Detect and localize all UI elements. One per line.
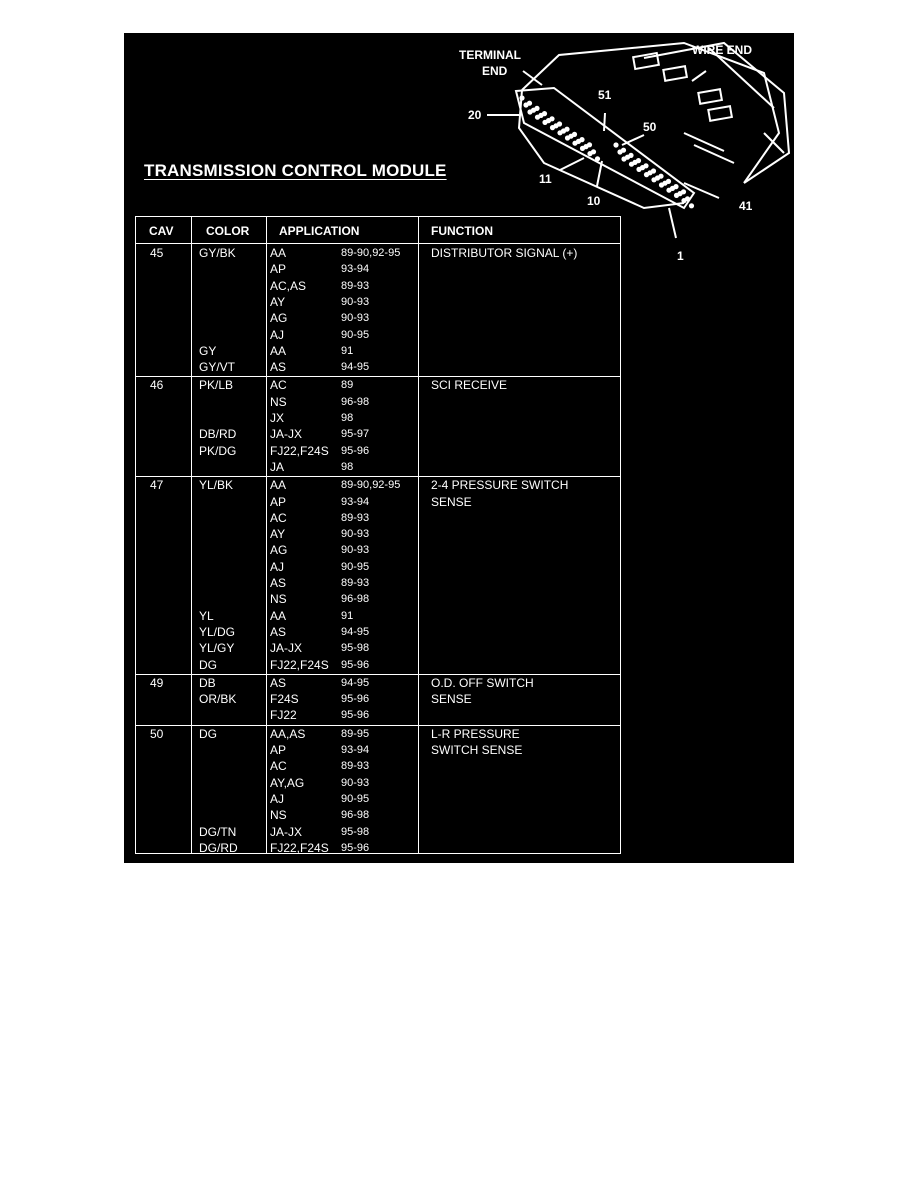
pin-dot	[659, 182, 664, 187]
application-model: AY,AG	[270, 775, 305, 790]
pin-dot	[651, 177, 656, 182]
header-color: COLOR	[206, 224, 250, 238]
document-panel	[124, 33, 794, 863]
function-text: 2-4 PRESSURE SWITCH	[431, 478, 569, 493]
cav-number: 45	[150, 246, 164, 260]
pin-dot	[595, 156, 600, 161]
application-years: 89-90,92-95	[341, 247, 401, 259]
application-years: 93-94	[341, 744, 370, 756]
application-model: AP	[270, 262, 287, 277]
cav-number: 47	[150, 478, 164, 493]
function-text: L-R PRESSURE	[431, 726, 520, 741]
application-model: AP	[270, 494, 287, 509]
cav-number: 50	[150, 726, 164, 741]
pin-dot	[572, 141, 577, 146]
pin-dot	[565, 135, 570, 140]
application-model: NS	[270, 592, 287, 607]
application-years: 94-95	[341, 676, 370, 689]
application-years: 93-94	[341, 263, 370, 276]
application-years: 98	[341, 412, 354, 424]
application-years: 95-96	[341, 444, 370, 457]
terminal-end-label-1: TERMINAL	[459, 48, 521, 62]
wire-color: DB	[199, 675, 216, 690]
application-years: 96-98	[341, 809, 370, 822]
application-model: AC,AS	[270, 278, 307, 293]
pin-51-label: 51	[598, 88, 612, 102]
pin-10-label: 10	[587, 194, 601, 208]
application-years: 90-93	[341, 528, 370, 541]
application-model: AC	[270, 378, 287, 393]
function-text: DISTRIBUTOR SIGNAL (+)	[431, 246, 578, 260]
application-years: 95-98	[341, 642, 370, 655]
application-model: AA	[270, 608, 287, 623]
function-text: SCI RECEIVE	[431, 378, 508, 393]
pin-dot	[644, 172, 649, 177]
application-years: 95-98	[341, 825, 370, 838]
application-years: 95-97	[341, 428, 370, 441]
pin-dot	[527, 109, 532, 114]
application-model: FJ22	[270, 708, 297, 723]
pin-dot	[621, 156, 626, 161]
application-model: JA	[270, 459, 285, 474]
pin-11-label: 11	[539, 172, 552, 186]
application-years: 89-93	[341, 760, 370, 773]
pin-dot	[681, 198, 686, 203]
wire-color: DB/RD	[199, 427, 237, 442]
application-years: 89-93	[341, 279, 370, 292]
application-model: AY	[270, 294, 286, 309]
application-years: 96-98	[341, 395, 370, 408]
function-text: SENSE	[431, 494, 472, 509]
wire-color: GY/VT	[199, 360, 236, 375]
application-years: 90-93	[341, 544, 370, 557]
application-years: 94-95	[341, 361, 370, 374]
pin-dot	[542, 120, 547, 125]
application-years: 96-98	[341, 593, 370, 606]
application-model: FJ22,F24S	[270, 840, 329, 855]
pin-dot	[535, 115, 540, 120]
wire-color: DG	[199, 726, 217, 741]
pin-dot	[580, 146, 585, 151]
pin-dot	[617, 149, 622, 154]
function-text: SENSE	[431, 692, 472, 707]
application-model: FJ22,F24S	[270, 443, 329, 458]
wire-color: YL	[199, 608, 214, 623]
application-model: AA	[270, 478, 287, 493]
application-model: AY	[270, 527, 286, 542]
application-years: 93-94	[341, 495, 370, 508]
application-model: AJ	[270, 791, 285, 806]
application-years: 91	[341, 609, 354, 622]
application-model: AC	[270, 759, 287, 774]
application-years: 91	[341, 344, 354, 357]
pin-dot	[666, 188, 671, 193]
application-model: JA-JX	[270, 824, 303, 839]
wire-end-label: WIRE END	[692, 43, 752, 57]
application-model: AJ	[270, 559, 285, 574]
application-model: F24S	[270, 692, 299, 707]
application-years: 95-96	[341, 693, 370, 706]
pin-dot	[636, 167, 641, 172]
application-years: 94-95	[341, 625, 370, 638]
application-model: AS	[270, 576, 287, 590]
pin-dot	[557, 130, 562, 135]
pin-dot	[523, 102, 528, 107]
pin-dot	[674, 193, 679, 198]
application-model: AG	[270, 311, 288, 326]
wire-color: PK/DG	[199, 443, 237, 458]
application-model: AS	[270, 675, 287, 690]
application-years: 90-95	[341, 792, 370, 805]
application-model: JA-JX	[270, 641, 303, 656]
application-years: 95-96	[341, 841, 370, 854]
wire-color: YL/BK	[199, 478, 234, 493]
application-years: 95-96	[341, 709, 370, 722]
wire-color: DG/TN	[199, 824, 237, 839]
page-title: TRANSMISSION CONTROL MODULE	[144, 161, 447, 180]
pin-41-label: 41	[739, 199, 753, 213]
application-years: 89-93	[341, 511, 370, 524]
pin-dot	[519, 95, 524, 100]
application-model: AA,AS	[270, 726, 306, 741]
application-years: 90-95	[341, 328, 370, 341]
pin-dot	[613, 142, 618, 147]
wire-color: DG	[199, 657, 217, 672]
application-years: 98	[341, 460, 354, 473]
application-years: 90-95	[341, 560, 370, 573]
cav-number: 46	[150, 378, 164, 393]
function-text: SWITCH SENSE	[431, 743, 523, 757]
application-years: 89-95	[341, 727, 370, 740]
pin-50-label: 50	[643, 120, 657, 134]
wire-color: OR/BK	[199, 692, 237, 707]
wire-color: YL/DG	[199, 624, 236, 639]
application-model: JA-JX	[270, 427, 303, 442]
application-years: 90-93	[341, 776, 370, 789]
cav-number: 49	[150, 675, 164, 690]
application-years: 89-90,92-95	[341, 479, 401, 492]
application-model: AP	[270, 743, 287, 757]
pin-dot	[550, 125, 555, 130]
application-model: AG	[270, 543, 288, 558]
pinout-table	[135, 216, 621, 854]
application-model: AA	[270, 343, 287, 358]
wire-color: GY/BK	[199, 246, 236, 260]
wire-color: GY	[199, 343, 217, 358]
pin-dot	[587, 151, 592, 156]
header-function: FUNCTION	[431, 224, 493, 238]
function-text: O.D. OFF SWITCH	[431, 675, 534, 690]
application-model: AA	[270, 246, 287, 260]
wire-color: YL/GY	[199, 641, 235, 656]
header-application: APPLICATION	[279, 224, 360, 238]
application-model: AC	[270, 510, 287, 525]
application-years: 90-93	[341, 312, 370, 325]
pin-20-label: 20	[468, 108, 482, 122]
application-years: 89-93	[341, 577, 370, 589]
application-model: AS	[270, 624, 287, 639]
wire-color: PK/LB	[199, 378, 234, 393]
application-model: NS	[270, 394, 287, 409]
application-model: FJ22,F24S	[270, 657, 329, 672]
pin-1-label: 1	[677, 249, 684, 263]
pin-dot	[689, 203, 694, 208]
application-model: AJ	[270, 327, 285, 342]
header-cav: CAV	[149, 224, 174, 238]
wire-color: DG/RD	[199, 840, 238, 855]
application-years: 89	[341, 379, 354, 392]
application-model: AS	[270, 360, 287, 375]
application-model: NS	[270, 808, 287, 823]
application-years: 90-93	[341, 295, 370, 308]
pin-dot	[629, 162, 634, 167]
application-years: 95-96	[341, 658, 370, 671]
application-model: JX	[270, 411, 285, 425]
terminal-end-label-2: END	[482, 64, 508, 78]
